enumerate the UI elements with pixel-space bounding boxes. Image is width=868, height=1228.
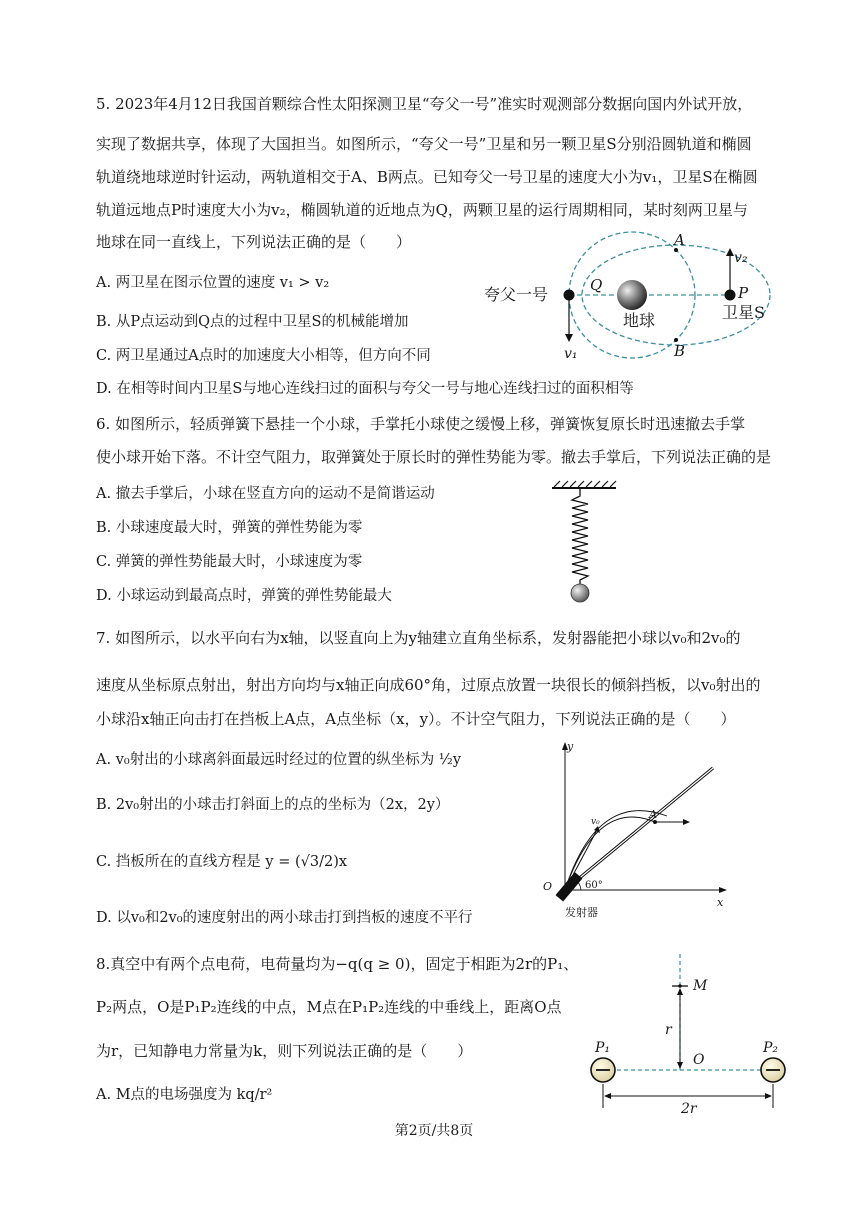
point-a-label: A (649, 808, 657, 821)
q7-projectile-figure (535, 738, 735, 923)
spring-icon (572, 488, 588, 584)
q7-option-d: D. 以v₀和2v₀的速度射出的两小球击打到挡板的速度不平行 (96, 910, 473, 926)
q6-line-2: 使小球开始下落。不计空气阻力，取弹簧处于原长时的弹性势能为零。撤去手掌后，下列说法正确的是 (96, 448, 772, 466)
v1-arrow-icon (565, 334, 573, 342)
point-m-label: M (693, 978, 708, 994)
p2-label: P₂ (763, 1040, 779, 1056)
q8-line-3: 为r，已知静电力常量为k，则下列说法正确的是（ ） (96, 1042, 473, 1060)
q7-option-b: B. 2v₀射出的小球击打斜面上的点的坐标为（2x，2y） (96, 797, 450, 813)
q5-option-b: B. 从P点运动到Q点的过程中卫星S的机械能增加 (96, 314, 409, 330)
r-arrow-up-icon (677, 988, 683, 995)
q5-line-4: 轨道远地点P时速度大小为v₂，椭圆轨道的近地点为Q，两颗卫星的运行周期相同，某时刻两卫星与 (96, 201, 748, 219)
earth-label: 地球 (623, 311, 656, 330)
x-axis-arrow-icon (719, 887, 727, 893)
point-p-label: P (738, 284, 749, 302)
r-label: r (665, 1022, 672, 1038)
q6-option-c: C. 弹簧的弹性势能最大时，小球速度为零 (96, 554, 363, 570)
r-arrow-down-icon (677, 1062, 683, 1069)
v2-arrow-icon (726, 248, 734, 256)
q5-line-3: 轨道绕地球逆时针运动，两轨道相交于A、B两点。已知夸父一号卫星的速度大小为v₁，卫星S在椭圆 (96, 168, 758, 186)
point-m-dot (678, 984, 682, 988)
q5-line-5: 地球在同一直线上，下列说法正确的是（ ） (96, 233, 412, 251)
2r-label: 2r (681, 1101, 697, 1115)
v1-label: v₁ (564, 346, 578, 362)
q8-line-1: 8.真空中有两个点电荷，电荷量均为−q(q ≥ 0)，固定于相距为2r的P₁、 (96, 955, 579, 973)
launcher-label: 发射器 (565, 906, 598, 919)
origin-label: O (543, 880, 553, 893)
q6-line-1: 6. 如图所示，轻质弹簧下悬挂一个小球，手掌托小球使之缓慢上移，弹簧恢复原长时迅速撤去手掌 (96, 415, 746, 433)
q6-spring-figure (550, 480, 620, 605)
q5-option-d: D. 在相等时间内卫星S与地心连线扫过的面积与夸父一号与地心连线扫过的面积相等 (96, 381, 634, 397)
2r-arrow-right-icon (765, 1093, 772, 1099)
point-o-label: O (693, 1052, 705, 1068)
v2-label: v₂ (734, 250, 748, 266)
ball-icon (571, 584, 589, 602)
2r-arrow-left-icon (604, 1093, 611, 1099)
q5-line-2: 实现了数据共享，体现了大国担当。如图所示，“夸父一号”卫星和另一颗卫星S分别沿圆轨道和椭圆 (96, 135, 752, 153)
satellite-s-label: 卫星S (722, 303, 765, 322)
p1-label: P₁ (595, 1040, 611, 1056)
earth-icon (617, 280, 647, 310)
q7-line-1: 7. 如图所示，以水平向右为x轴，以竖直向上为y轴建立直角坐标系，发射器能把小球以v₀和2v₀的 (96, 629, 741, 647)
q5-option-a: A. 两卫星在图示位置的速度 v₁ > v₂ (96, 275, 330, 291)
point-a-label: A (674, 231, 685, 249)
point-b-label: B (674, 342, 686, 360)
launcher-icon (556, 872, 583, 901)
y-axis-label: y (567, 740, 574, 753)
point-q-label: Q (590, 276, 603, 294)
q8-line-2: P₂两点，O是P₁P₂连线的中点，M点在P₁P₂连线的中垂线上，距离O点 (96, 998, 562, 1016)
q7-option-a: A. v₀射出的小球离斜面最远时经过的位置的纵坐标为 ½y (96, 752, 462, 768)
q7-option-c: C. 挡板所在的直线方程是 y = (√3/2)x (96, 854, 348, 870)
q7-line-3: 小球沿x轴正向击打在挡板上A点，A点坐标（x，y）。不计空气阻力，下列说法正确的是（ ） (96, 710, 736, 728)
q6-option-b: B. 小球速度最大时，弹簧的弹性势能为零 (96, 520, 363, 536)
ceiling-hatch-icon (554, 481, 616, 487)
a-velocity-arrow-icon (683, 819, 690, 825)
kuafu-label: 夸父一号 (484, 285, 549, 304)
q7-line-2: 速度从坐标原点射出，射出方向均与x轴正向成60°角，过原点放置一块很长的倾斜挡板，以v₀射出的 (96, 676, 761, 694)
q5-orbit-figure (480, 228, 800, 368)
page-footer: 第2页/共8页 (394, 1123, 474, 1139)
q6-option-a: A. 撤去手掌后，小球在竖直方向的运动不是简谐运动 (96, 486, 435, 502)
q8-option-a: A. M点的电场强度为 kq/r² (96, 1087, 273, 1103)
q5-option-c: C. 两卫星通过A点时的加速度大小相等，但方向不同 (96, 348, 431, 364)
q8-charges-figure (585, 950, 800, 1115)
angle-label: 60° (585, 880, 603, 891)
q6-option-d: D. 小球运动到最高点时，弹簧的弹性势能最大 (96, 588, 392, 604)
q5-line-1: 5. 2023年4月12日我国首颗综合性太阳探测卫星“夸父一号”准实时观测部分数据向国内外试开放， (96, 95, 753, 113)
v0-label: v₀ (591, 817, 600, 827)
x-axis-label: x (717, 896, 724, 909)
